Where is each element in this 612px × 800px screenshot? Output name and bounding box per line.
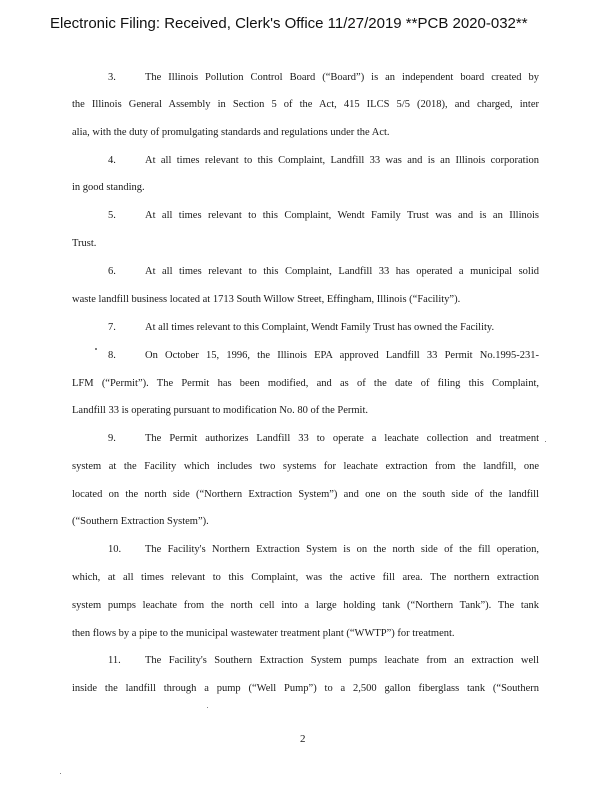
paragraph-line: The Illinois Pollution Control Board (“Board”) is an independent board created by: [145, 72, 539, 83]
paragraph-line: system pumps leachate from the north cell into a large holding tank (“Northern Tank”). The tank: [72, 600, 539, 611]
paragraph-number: 3.: [108, 72, 116, 83]
paragraph-line: At all times relevant to this Complaint, Landfill 33 was and is an Illinois corporation: [145, 155, 539, 166]
paragraph-number: 11.: [108, 655, 121, 666]
scan-speck: [60, 773, 61, 774]
paragraph-line: located on the north side (“Northern Extraction System”) and one on the south side of the landfill: [72, 489, 539, 500]
paragraph-line: At all times relevant to this Complaint, Landfill 33 has operated a municipal solid: [145, 266, 539, 277]
paragraph-line: system at the Facility which includes two systems for leachate extraction from the landfill, one: [72, 461, 539, 472]
paragraph-line: LFM (“Permit”). The Permit has been modified, and as of the date of filing this Complaint,: [72, 378, 539, 389]
paragraph-line: The Facility's Southern Extraction System pumps leachate from an extraction well: [145, 655, 539, 666]
paragraph-line: alia, with the duty of promulgating standards and regulations under the Act.: [72, 127, 390, 138]
paragraph-line: Landfill 33 is operating pursuant to modification No. 80 of the Permit.: [72, 405, 368, 416]
scan-speck: [95, 348, 97, 350]
paragraph-line: in good standing.: [72, 182, 145, 193]
paragraph-line: the Illinois General Assembly in Section 5 of the Act, 415 ILCS 5/5 (2018), and charged, inter: [72, 99, 539, 110]
paragraph-line: The Permit authorizes Landfill 33 to operate a leachate collection and treatment: [145, 433, 539, 444]
paragraph-line: inside the landfill through a pump (“Well Pump”) to a 2,500 gallon fiberglass tank (“Southern: [72, 683, 539, 694]
paragraph-number: 4.: [108, 155, 116, 166]
paragraph-line: which, at all times relevant to this Complaint, was the active fill area. The northern extraction: [72, 572, 539, 583]
page-number: 2: [300, 733, 306, 745]
paragraph-number: 9.: [108, 433, 116, 444]
paragraph-number: 8.: [108, 350, 116, 361]
filing-header: Electronic Filing: Received, Clerk's Office 11/27/2019 **PCB 2020-032**: [50, 15, 528, 32]
paragraph-line: then flows by a pipe to the municipal wastewater treatment plant (“WWTP”) for treatment.: [72, 628, 455, 639]
scan-speck: [207, 707, 208, 708]
paragraph-line: At all times relevant to this Complaint, Wendt Family Trust has owned the Facility.: [145, 322, 495, 333]
paragraph-number: 5.: [108, 210, 116, 221]
paragraph-line: waste landfill business located at 1713 South Willow Street, Effingham, Illinois (“Facility”).: [72, 294, 461, 305]
paragraph-line: (“Southern Extraction System”).: [72, 516, 209, 527]
paragraph-line: Trust.: [72, 238, 97, 249]
paragraph-number: 10.: [108, 544, 122, 555]
paragraph-number: 6.: [108, 266, 116, 277]
paragraph-line: The Facility's Northern Extraction System is on the north side of the fill operation,: [145, 544, 539, 555]
paragraph-line: At all times relevant to this Complaint, Wendt Family Trust was and is an Illinois: [145, 210, 539, 221]
paragraph-line: On October 15, 1996, the Illinois EPA approved Landfill 33 Permit No.1995-231-: [145, 350, 539, 361]
scan-speck: [545, 441, 546, 442]
paragraph-number: 7.: [108, 322, 116, 333]
